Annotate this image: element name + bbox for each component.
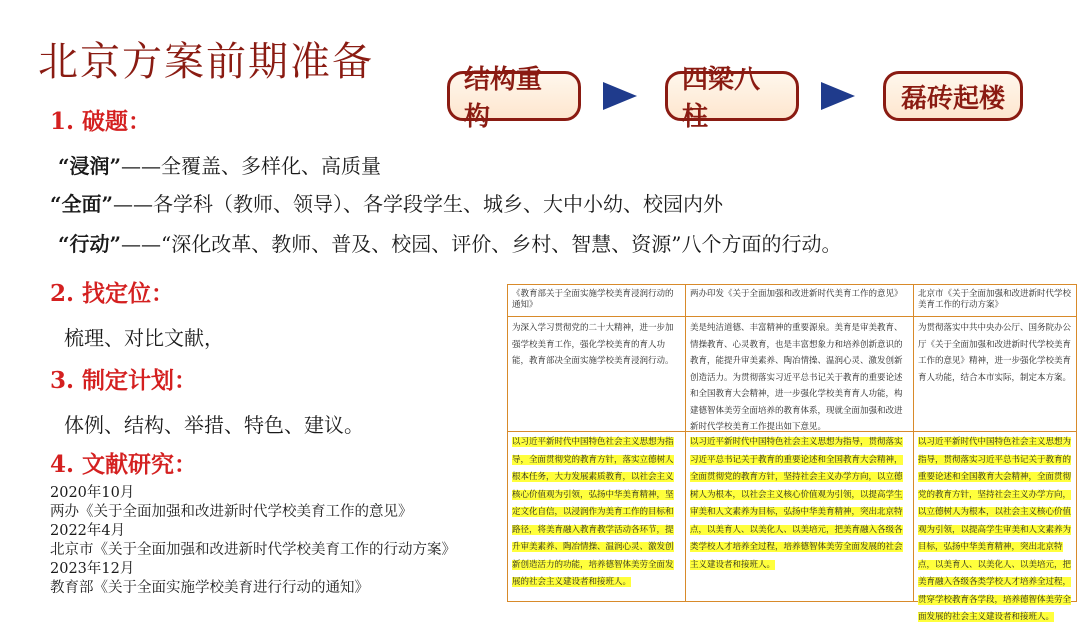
table-column <box>914 285 1076 622</box>
table-cell-highlighted <box>686 432 913 574</box>
definition-line-action <box>58 228 841 257</box>
section-heading-3: 3. 制定计划： <box>50 367 198 394</box>
definition-key: “行动” <box>58 232 122 256</box>
definition-text: ——各学科（教师、领导）、各学段学生、城乡、大中小幼、校园内外 <box>113 192 724 216</box>
flow-step-1: 结构重构 <box>447 71 581 121</box>
definition-line-immersion <box>58 150 381 179</box>
table-cell-highlighted <box>914 432 1076 627</box>
table-header-cell: 北京市《关于全面加强和改进新时代学校美育工作的行动方案》 <box>914 285 1076 317</box>
table-cell: 为深入学习贯彻党的二十大精神，进一步加强学校美育工作，强化学校美育的育人功能，教育部决全面实施学校美育浸润行动。 <box>508 317 685 432</box>
process-flow <box>447 65 1023 132</box>
flow-step-3: 磊砖起楼 <box>883 71 1023 121</box>
literature-title: 两办《关于全面加强和改进新时代学校美育工作的意见》 <box>50 504 413 520</box>
plan-text: 体例、结构、举措、特色、建议。 <box>64 413 364 437</box>
page-title: 北京方案前期准备 <box>38 39 374 85</box>
table-header-cell: 两办印发《关于全面加强和改进新时代美育工作的意见》 <box>686 285 913 317</box>
highlighted-text: 以习近平新时代中国特色社会主义思想为指导，贯彻落实习近平总书记关于教育的重要论述和全国教育大会精神，全面贯彻党的教育方针，坚持社会主义办学方向，以立德树人为根本，以社会主义核心价值观为引领，以提高学生审美和人文素养为目标，弘扬中华美育精神，突出北京特点，以美育人、以美化人、以美培元，把美育融入各级各类学校人才培养全过程，培养德智体美劳全面发展的社会主义建设者和接班人。 <box>690 437 903 570</box>
table-column <box>686 285 914 601</box>
literature-date: 2022年4月 <box>50 523 126 539</box>
definition-text: ——全覆盖、多样化、高质量 <box>121 154 382 178</box>
section-heading-2: 2. 找定位： <box>50 280 175 307</box>
table-cell-highlighted <box>508 432 685 592</box>
literature-date: 2020年10月 <box>50 485 135 501</box>
arrow-right-icon <box>821 82 855 110</box>
section-heading-4: 4. 文献研究： <box>50 451 198 478</box>
highlighted-text: 以习近平新时代中国特色社会主义思想为指导，全面贯彻党的教育方针，落实立德树人根本任务，大力发展素质教育，以社会主义核心价值观为引领，弘扬中华美育精神，坚定文化自信，以浸润作为美育工作的目标和路径，将美育融入教育教学活动各环节，提升审美素养、陶冶情操、温润心灵、激发创新创造活力的功能，培养德智体美劳全面发展的社会主义建设者和接班人。 <box>512 437 674 587</box>
definition-line-comprehensive <box>50 188 723 217</box>
comparison-table-image <box>507 284 1077 622</box>
table-cell: 为贯彻落实中共中央办公厅、国务院办公厅《关于全面加强和改进新时代学校美育工作的意见》精神，进一步强化学校美育育人功能，结合本市实际，制定本方案。 <box>914 317 1076 432</box>
highlighted-text: 以习近平新时代中国特色社会主义思想为指导，贯彻落实习近平总书记关于教育的重要论述和全国教育大会精神，全面贯彻党的教育方针，坚持社会主义办学方向，以立德树人为根本，以社会主义核心价值观为引领，以提高学生审美和人文素养为目标，弘扬中华美育精神，突出北京特点，以美育人、以美化人、以美培元，把美育融入各级各类学校人才培养全过程，贯穿学校教育各学段，培养德智体美劳全面发展的社会主义建设者和接班人。 <box>918 437 1072 622</box>
table-cell: 美是纯洁道德、丰富精神的重要源泉。美育是审美教育、情操教育、心灵教育，也是丰富想象力和培养创新意识的教育，能提升审美素养、陶冶情操、温润心灵、激发创新创造活力。为贯彻落实习近平总书记关于教育的重要论述和全国教育大会精神，进一步强化学校美育育人功能，构建德智体美劳全面培养的教育体系，现就全面加强和改进新时代学校美育工作提出如下意见。 <box>686 317 913 432</box>
table-column <box>508 285 686 601</box>
section-heading-1: 1. 破题： <box>50 108 152 135</box>
definition-text: ——“深化改革、教师、普及、校园、评价、乡村、智慧、资源”八个方面的行动。 <box>121 232 842 256</box>
literature-date: 2023年12月 <box>50 561 135 577</box>
table-header-cell: 《教育部关于全面实施学校美育浸润行动的通知》 <box>508 285 685 317</box>
arrow-right-icon <box>603 82 637 110</box>
literature-title: 教育部《关于全面实施学校美育进行行动的通知》 <box>50 580 369 596</box>
flow-step-2: 四梁八柱 <box>665 71 799 121</box>
definition-key: “浸润” <box>58 154 122 178</box>
positioning-text: 梳理、对比文献， <box>64 326 224 350</box>
definition-key: “全面” <box>50 192 114 216</box>
literature-title: 北京市《关于全面加强和改进新时代学校美育工作的行动方案》 <box>50 542 456 558</box>
